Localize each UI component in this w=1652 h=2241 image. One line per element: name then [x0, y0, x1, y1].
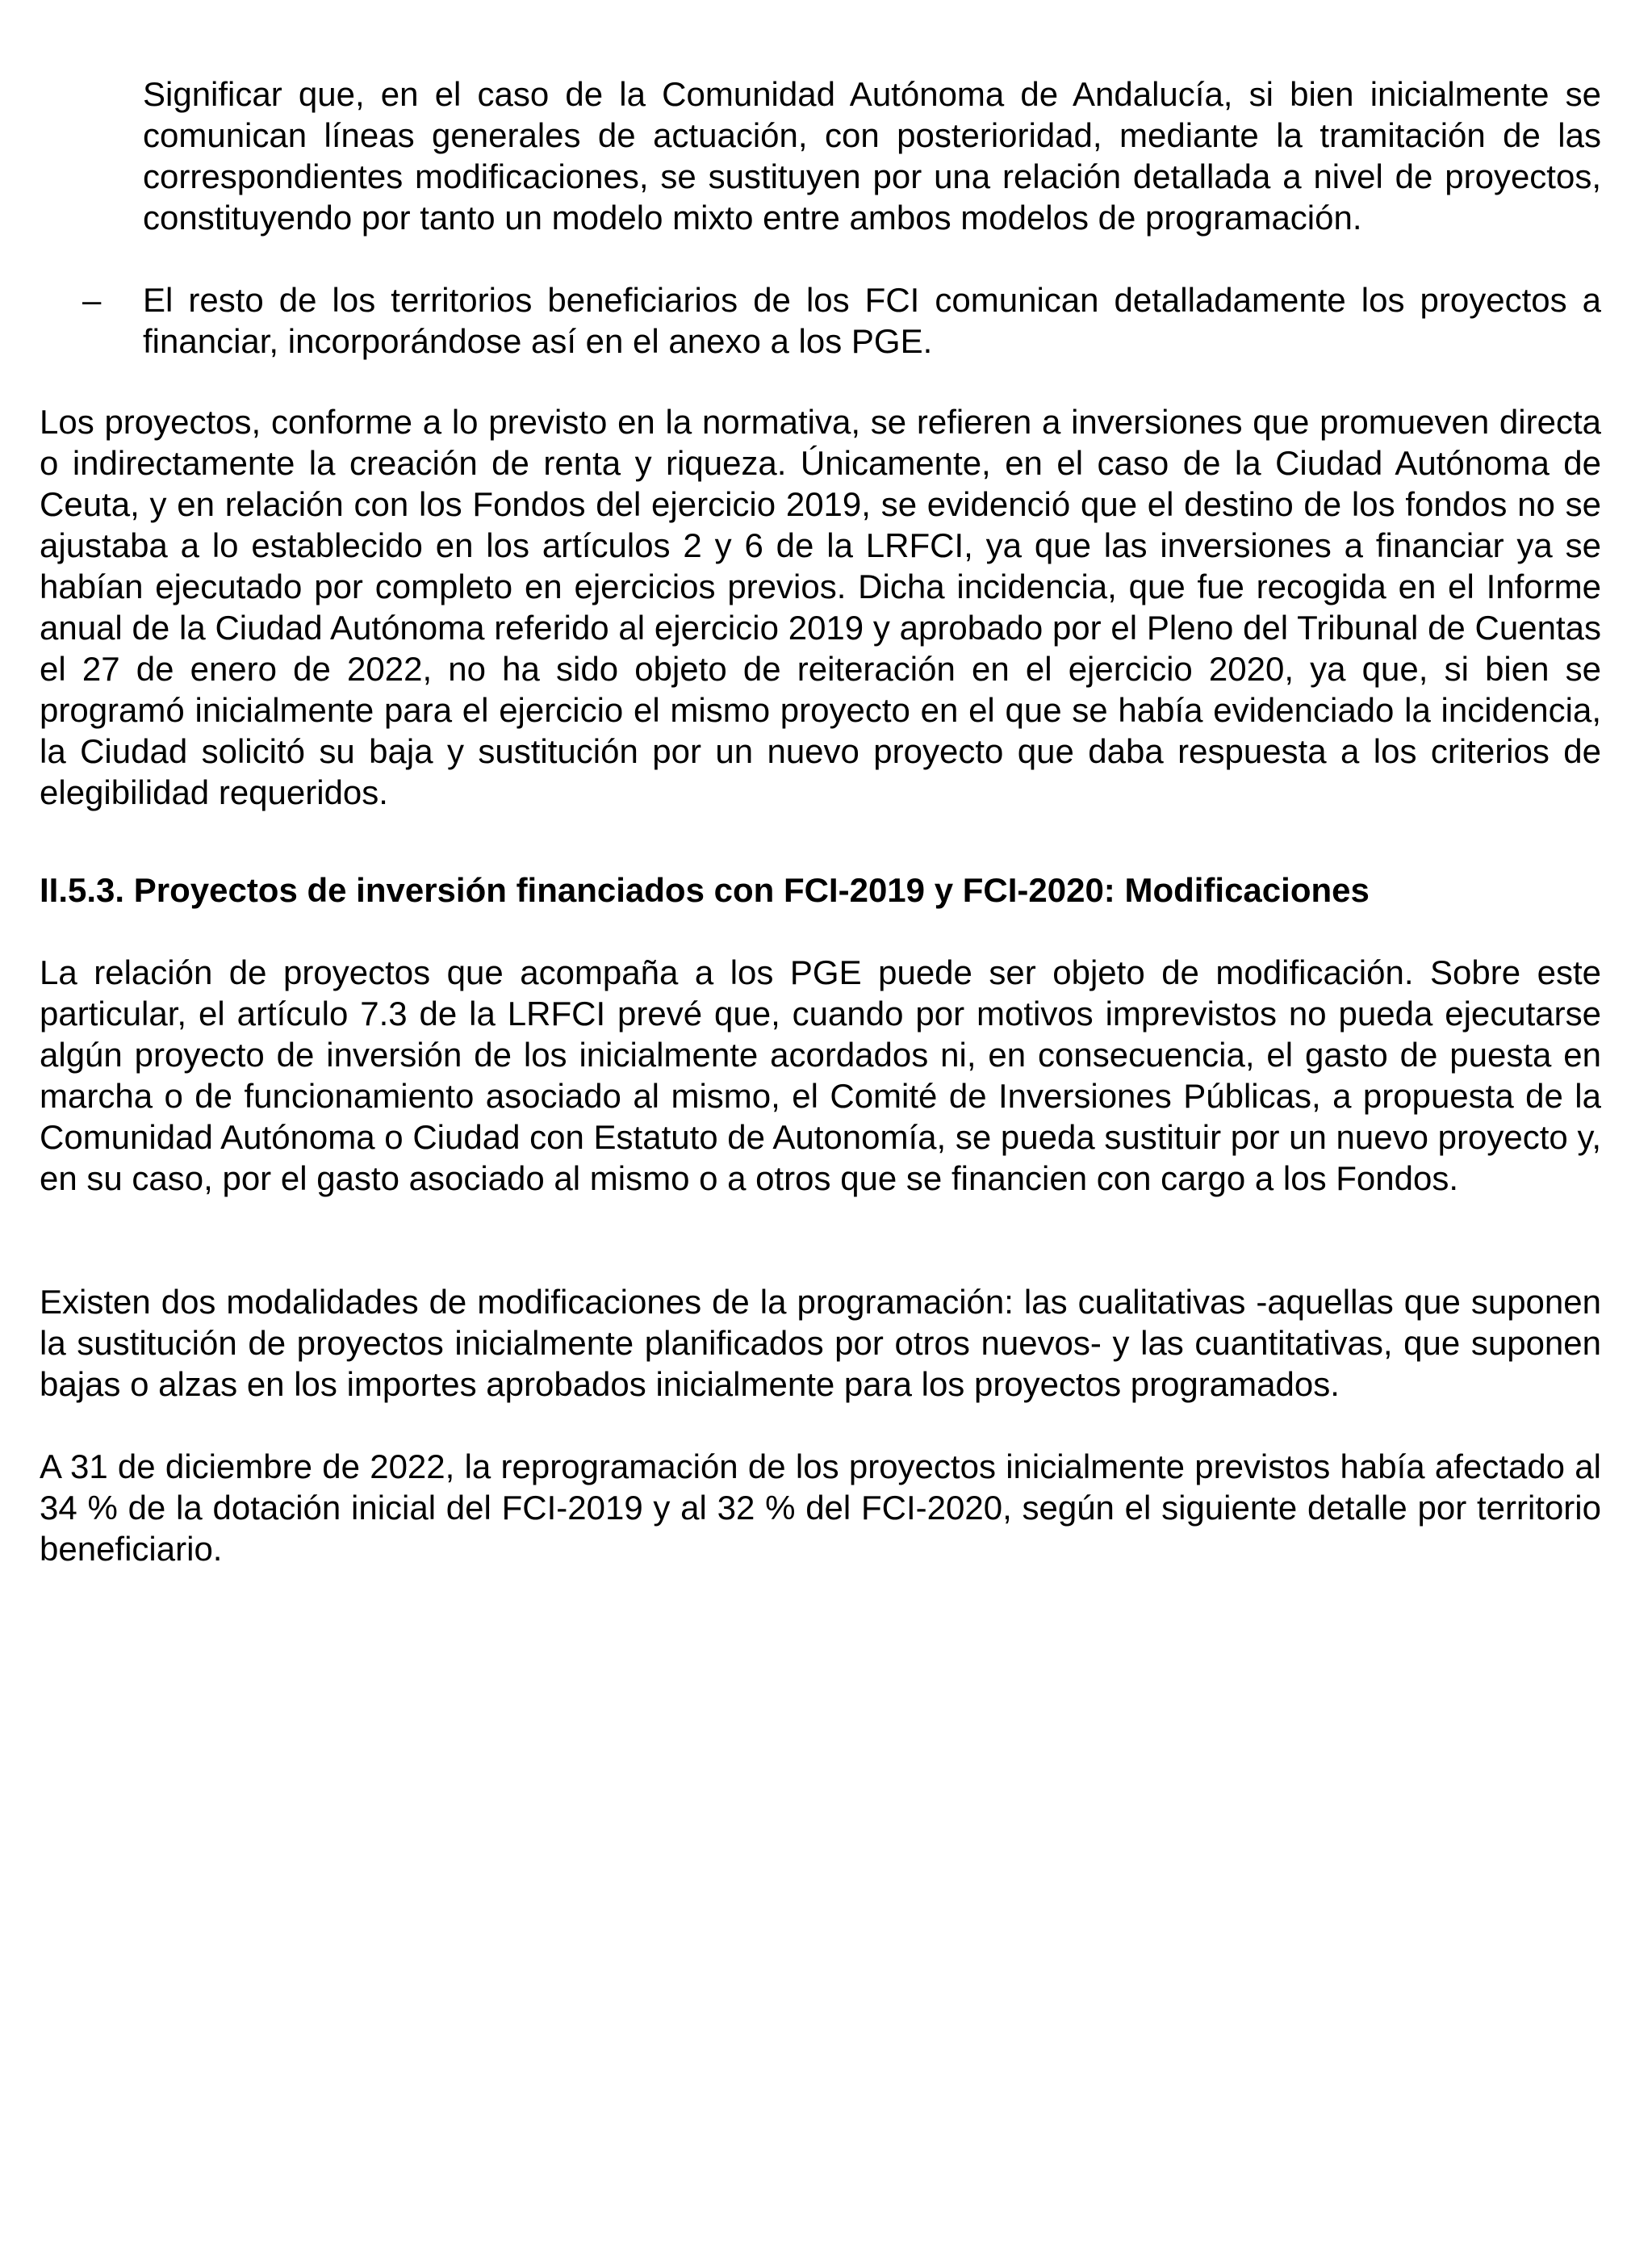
paragraph-andalucia: Significar que, en el caso de la Comunidad Autónoma de Andalucía, si bien inicialmente se comunican líneas generales de actuación, con posterioridad, mediante la tramitación de las correspondientes modificaciones, se sustituyen por una relación detallada a nivel de proyectos, constituyendo por tanto un modelo mixto entre ambos modelos de programación. — [143, 75, 1601, 237]
paragraph-relacion: La relación de proyectos que acompaña a los PGE puede ser objeto de modificación. Sobre este particular, el artículo 7.3 de la LRFCI prevé que, cuando por motivos imprevistos no pueda ejecutarse algún proyecto de inversión de los inicialmente acordados ni, en consecuencia, el gasto de puesta en marcha o de funcionamiento asociado al mismo, el Comité de Inversiones Públicas, a propuesta de la Comunidad Autónoma o Ciudad con Estatuto de Autonomía, se pueda sustituir por un nuevo proyecto y, en su caso, por el gasto asociado al mismo o a otros que se financien con cargo a los Fondos. — [40, 953, 1601, 1197]
section-heading: II.5.3. Proyectos de inversión financiados con FCI-2019 y FCI-2020: Modificaciones — [40, 871, 1370, 909]
paragraph-proyectos: Los proyectos, conforme a lo previsto en la normativa, se refieren a inversiones que promueven directa o indirectamente la creación de renta y riqueza. Únicamente, en el caso de la Ciudad Autónoma de Ceuta, y en relación con los Fondos del ejercicio 2019, se evidenció que el destino de los fondos no se ajustaba a lo establecido en los artículos 2 y 6 de la LRFCI, ya que las inversiones a financiar ya se habían ejecutado por completo en ejercicios previos. Dicha incidencia, que fue recogida en el Informe anual de la Ciudad Autónoma referido al ejercicio 2019 y aprobado por el Pleno del Tribunal de Cuentas el 27 de enero de 2022, no ha sido objeto de reiteración en el ejercicio 2020, ya que, si bien se programó inicialmente para el ejercicio el mismo proyecto en el que se había evidenciado la incidencia, la Ciudad solicitó su baja y sustitución por un nuevo proyecto que daba respuesta a los criterios de elegibilidad requeridos. — [40, 403, 1601, 811]
paragraph-modalidades: Existen dos modalidades de modificaciones de la programación: las cualitativas -aquellas que suponen la sustitución de proyectos inicialmente planificados por otros nuevos- y las cuantitativas, que suponen bajas o alzas en los importes aprobados inicialmente para los proyectos programados. — [40, 1283, 1601, 1403]
bullet-item-resto: El resto de los territorios beneficiarios de los FCI comunican detalladamente los proyectos a financiar, incorporándose así en el anexo a los PGE. — [143, 281, 1601, 360]
paragraph-reprogramacion: A 31 de diciembre de 2022, la reprogramación de los proyectos inicialmente previstos había afectado al 34 % de la dotación inicial del FCI-2019 y al 32 % del FCI-2020, según el siguiente detalle por territorio beneficiario. — [40, 1447, 1601, 1568]
bullet-dash: – — [82, 281, 102, 319]
